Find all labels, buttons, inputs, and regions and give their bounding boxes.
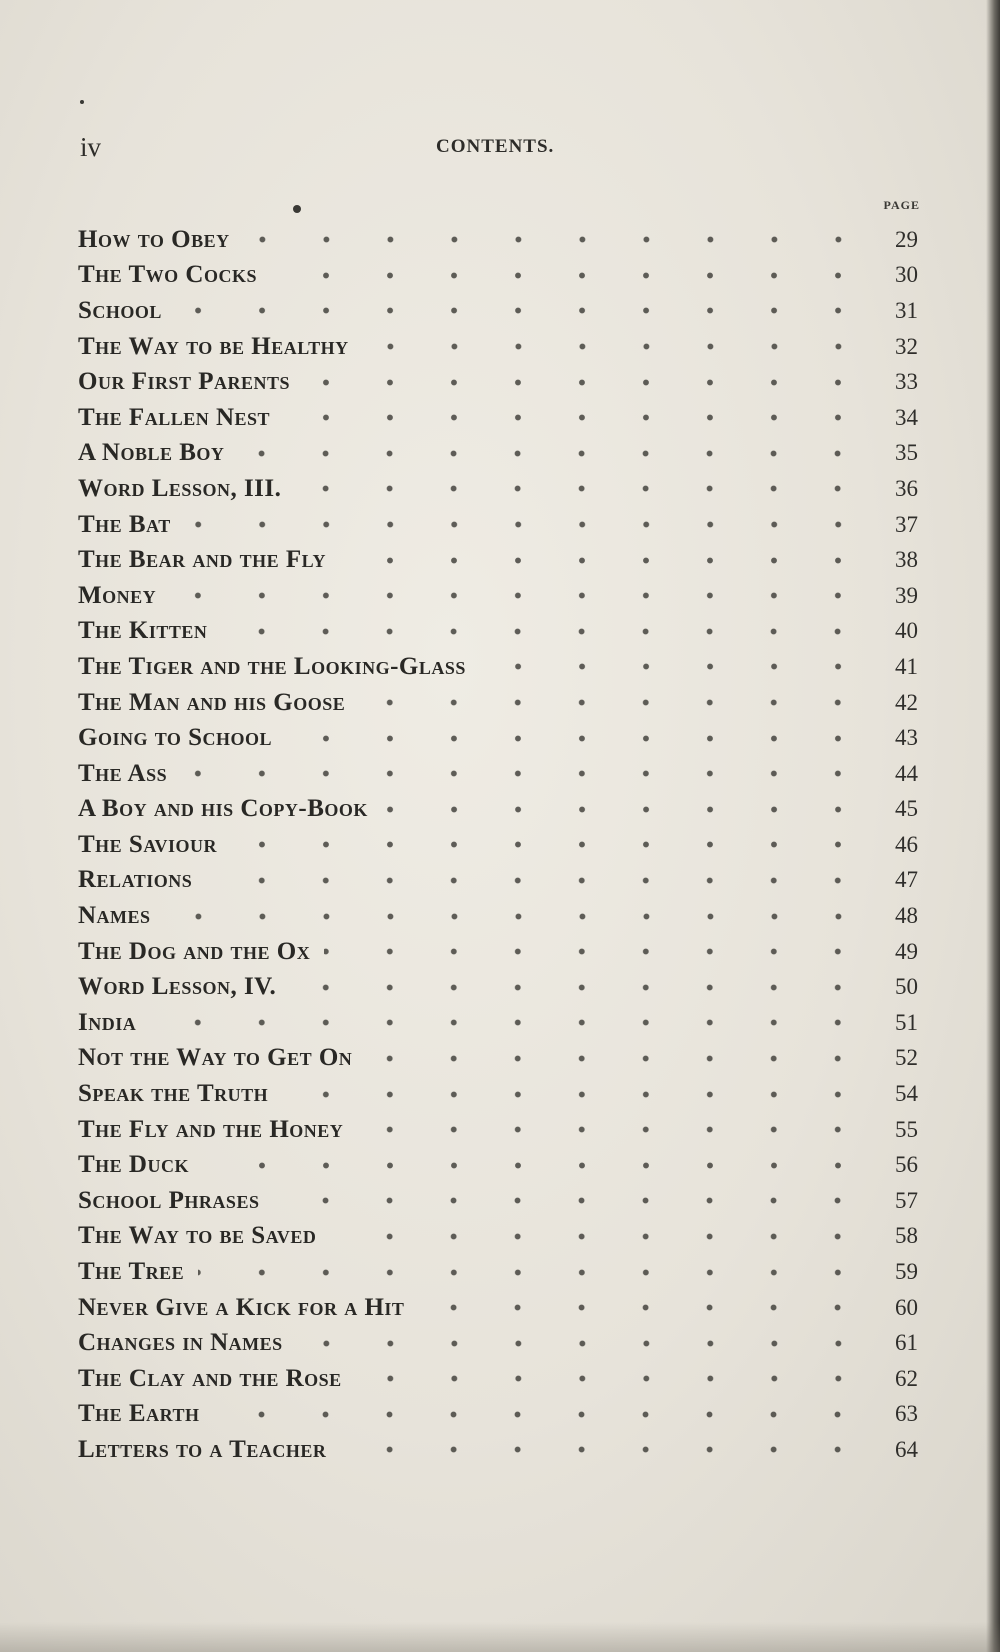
toc-entry-page: 38 — [895, 547, 918, 573]
toc-entry-title: Relations — [78, 866, 193, 894]
dot-leader — [206, 863, 870, 898]
toc-entry — [78, 542, 918, 578]
toc-entry-page: 30 — [895, 262, 918, 288]
toc-entry-page: 60 — [895, 1294, 918, 1320]
toc-entry-title: Speak the Truth — [78, 1080, 269, 1108]
dot-leader — [363, 329, 870, 364]
dot-leader — [282, 1077, 870, 1112]
toc-entry-page: 37 — [895, 511, 918, 537]
dot-leader — [330, 1219, 870, 1254]
toc-entry — [78, 1325, 918, 1361]
dot-leader — [297, 1326, 870, 1361]
toc-entry-title: The Saviour — [78, 830, 218, 858]
toc-entry — [78, 471, 918, 507]
dot-leader — [238, 436, 870, 471]
toc-entry — [78, 898, 918, 934]
toc-entry — [78, 1397, 918, 1433]
ink-speck — [80, 100, 84, 104]
toc-entry-title: The Earth — [78, 1400, 200, 1428]
toc-entry — [78, 756, 918, 792]
toc-entry-page: 32 — [895, 333, 918, 359]
toc-entry — [78, 614, 918, 650]
toc-entry-title: The Duck — [78, 1151, 189, 1179]
toc-entry — [78, 436, 918, 472]
toc-entry-title: Money — [78, 581, 157, 609]
dot-leader — [244, 222, 870, 257]
dot-leader — [357, 1112, 870, 1147]
dot-leader — [273, 1183, 870, 1218]
dot-leader — [231, 827, 870, 862]
page-header — [0, 132, 1000, 172]
toc-entry-title: School Phrases — [78, 1186, 260, 1214]
toc-entry-title: Letters to a Teacher — [78, 1435, 327, 1463]
toc-entry-page: 40 — [895, 618, 918, 644]
toc-entry-page: 47 — [895, 867, 918, 893]
toc-entry-page: 43 — [895, 725, 918, 751]
toc-entry-title: Changes in Names — [78, 1329, 283, 1357]
toc-entry — [78, 364, 918, 400]
dot-leader — [198, 1255, 870, 1290]
toc-entry-title: India — [78, 1008, 137, 1036]
toc-entry — [78, 1041, 918, 1077]
dot-leader — [340, 1432, 870, 1467]
toc-entry — [78, 293, 918, 329]
toc-entry — [78, 258, 918, 294]
toc-entry-page: 46 — [895, 831, 918, 857]
toc-entry-page: 61 — [895, 1330, 918, 1356]
toc-entry-page: 62 — [895, 1365, 918, 1391]
dot-leader — [290, 970, 870, 1005]
toc-entry-title: Our First Parents — [78, 368, 291, 396]
toc-entry — [78, 400, 918, 436]
toc-entry-title: The Tiger and the Looking-Glass — [78, 652, 466, 680]
toc-entry-title: How to Obey — [78, 225, 230, 253]
toc-entry-page: 36 — [895, 475, 918, 501]
dot-leader — [366, 1041, 870, 1076]
toc-entry-page: 31 — [895, 297, 918, 323]
toc-entry — [78, 1254, 918, 1290]
dot-leader — [286, 721, 870, 756]
page-column-header: PAGE — [883, 198, 920, 212]
bottom-edge-shadow — [0, 1622, 1000, 1652]
dot-leader — [304, 365, 870, 400]
page-number: iv — [80, 132, 102, 162]
toc-entry-title: The Way to be Saved — [78, 1222, 317, 1250]
toc-entry-title: Never Give a Kick for a Hit — [78, 1293, 405, 1321]
toc-entry-page: 57 — [895, 1187, 918, 1213]
toc-entry — [78, 720, 918, 756]
toc-entry-page: 54 — [895, 1081, 918, 1107]
dot-leader — [340, 543, 870, 578]
toc-entry-title: The Way to be Healthy — [78, 332, 349, 360]
toc-entry-title: School — [78, 296, 162, 324]
dot-leader — [181, 756, 870, 791]
toc-entry — [78, 649, 918, 685]
toc-entry-page: 50 — [895, 974, 918, 1000]
ink-speck — [293, 205, 301, 213]
toc-entry-title: The Bear and the Fly — [78, 546, 326, 574]
toc-entry-page: 56 — [895, 1152, 918, 1178]
dot-leader — [295, 471, 870, 506]
dot-leader — [382, 792, 870, 827]
toc-entry-page: 29 — [895, 226, 918, 252]
toc-entry-title: Going to School — [78, 724, 273, 752]
toc-entry-page: 45 — [895, 796, 918, 822]
page-edge-shadow — [986, 0, 1000, 1652]
dot-leader — [359, 685, 870, 720]
dot-leader — [213, 1397, 870, 1432]
toc-entry-title: The Two Cocks — [78, 261, 257, 289]
toc-entry — [78, 1290, 918, 1326]
toc-entry-page: 55 — [895, 1116, 918, 1142]
toc-entry — [78, 1361, 918, 1397]
toc-entry-page: 42 — [895, 689, 918, 715]
toc-entry — [78, 578, 918, 614]
toc-entry-title: Word Lesson, III. — [78, 474, 282, 502]
running-head: CONTENTS. — [436, 136, 555, 157]
dot-leader — [203, 1148, 870, 1183]
toc-entry — [78, 507, 918, 543]
toc-entry-page: 34 — [895, 404, 918, 430]
toc-entry-title: The Bat — [78, 510, 171, 538]
toc-entry-title: The Fly and the Honey — [78, 1115, 344, 1143]
toc-entry-page: 58 — [895, 1223, 918, 1249]
toc-entry-page: 59 — [895, 1259, 918, 1285]
toc-entry-title: Word Lesson, IV. — [78, 973, 277, 1001]
dot-leader — [418, 1290, 870, 1325]
toc-entry-title: Not the Way to Get On — [78, 1044, 353, 1072]
toc-entry-title: The Tree — [78, 1258, 185, 1286]
toc-entry — [78, 863, 918, 899]
dot-leader — [170, 578, 870, 613]
toc-entry — [78, 1076, 918, 1112]
toc-entry-page: 39 — [895, 582, 918, 608]
toc-entry — [78, 1432, 918, 1468]
toc-entry-page: 44 — [895, 760, 918, 786]
toc-entry — [78, 934, 918, 970]
toc-entry — [78, 222, 918, 258]
toc-entry — [78, 329, 918, 365]
toc-entry-page: 52 — [895, 1045, 918, 1071]
dot-leader — [356, 1361, 870, 1396]
toc-entry-page: 48 — [895, 903, 918, 929]
toc-entry-page: 35 — [895, 440, 918, 466]
dot-leader — [480, 649, 870, 684]
dot-leader — [271, 258, 870, 293]
dot-leader — [150, 1005, 870, 1040]
toc-entry — [78, 1147, 918, 1183]
dot-leader — [221, 614, 870, 649]
toc-entry-page: 41 — [895, 653, 918, 679]
toc-entry — [78, 1112, 918, 1148]
dot-leader — [176, 293, 870, 328]
toc-entry — [78, 827, 918, 863]
toc-entry-title: Names — [78, 902, 151, 930]
dot-leader — [284, 400, 870, 435]
toc-entry — [78, 685, 918, 721]
dot-leader — [324, 934, 870, 969]
toc-entry-title: The Dog and the Ox — [78, 937, 311, 965]
toc-entry-page: 33 — [895, 369, 918, 395]
toc-entry — [78, 969, 918, 1005]
toc-entry-title: The Kitten — [78, 617, 208, 645]
dot-leader — [185, 507, 870, 542]
toc-entry-title: The Ass — [78, 759, 168, 787]
toc-entry-page: 49 — [895, 938, 918, 964]
dot-leader — [165, 899, 870, 934]
toc-entry — [78, 1005, 918, 1041]
toc-entry-title: The Clay and the Rose — [78, 1364, 342, 1392]
toc-entry-title: The Fallen Nest — [78, 403, 271, 431]
toc-entry-page: 64 — [895, 1436, 918, 1462]
toc-entry-title: The Man and his Goose — [78, 688, 346, 716]
toc-entry-title: A Noble Boy — [78, 439, 225, 467]
toc-entry — [78, 1219, 918, 1255]
toc-entry — [78, 792, 918, 828]
toc-entry — [78, 1183, 918, 1219]
toc-entry-title: A Boy and his Copy-Book — [78, 795, 368, 823]
toc-entry-page: 51 — [895, 1009, 918, 1035]
table-of-contents — [78, 222, 918, 1468]
toc-entry-page: 63 — [895, 1401, 918, 1427]
